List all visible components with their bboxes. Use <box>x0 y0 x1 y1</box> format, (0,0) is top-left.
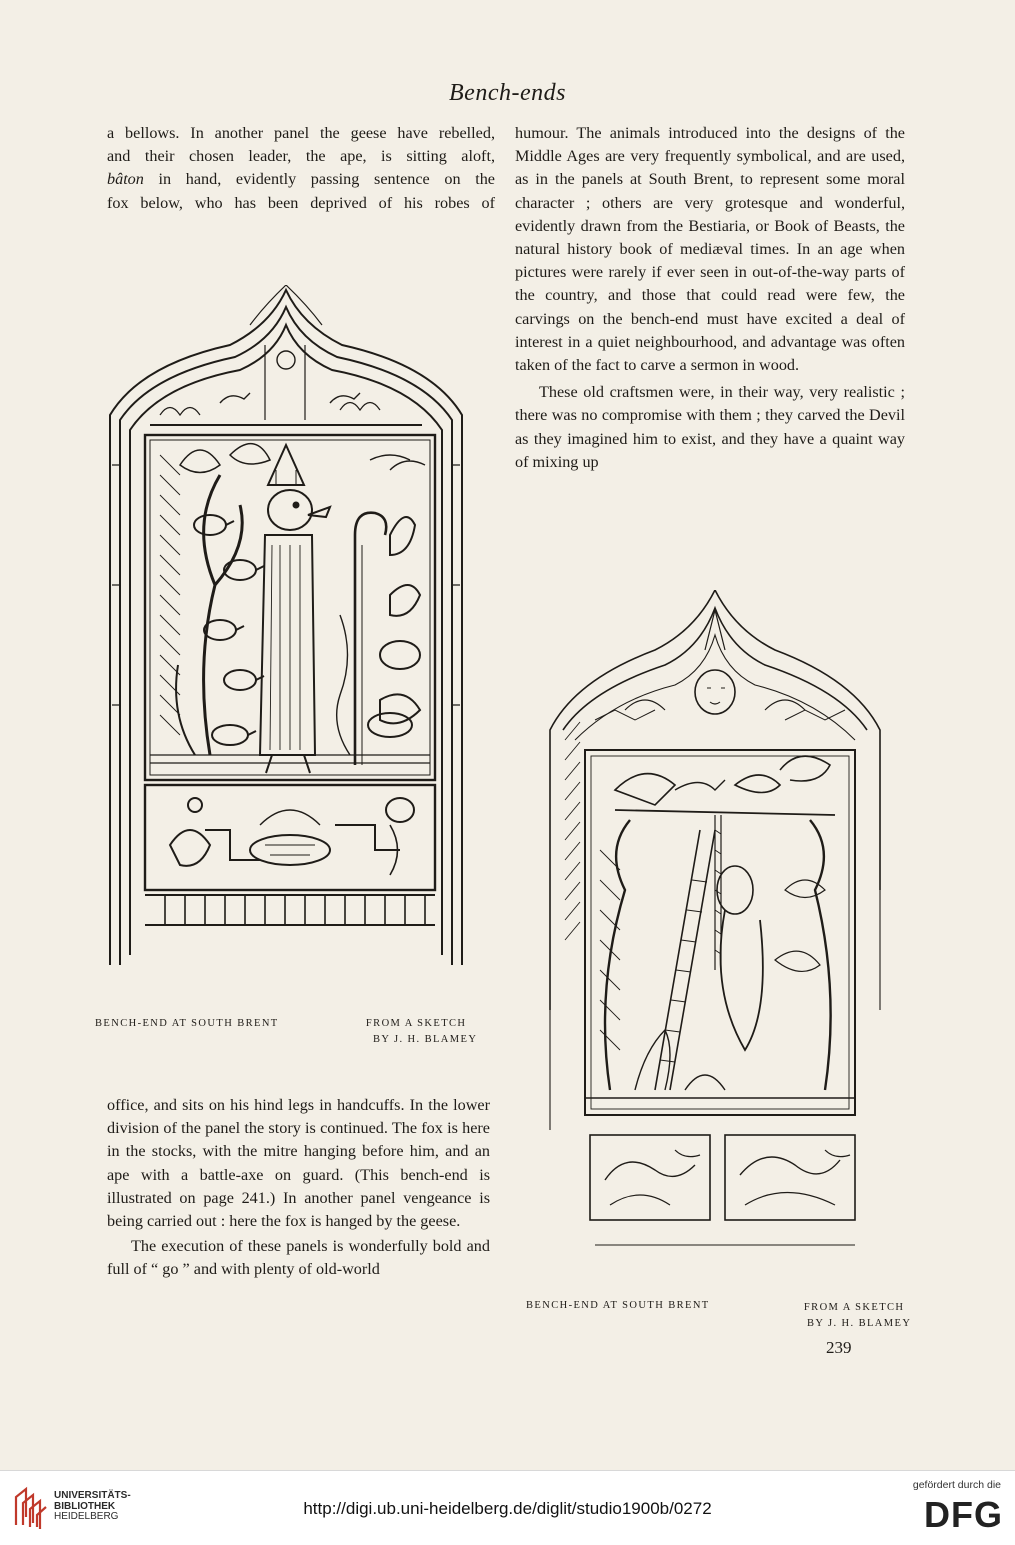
paragraph: The execution of these panels is wonderfully bold and full of “ go ” and with plenty of old-world <box>107 1237 490 1279</box>
caption-credit-line: FROM A SKETCH <box>365 1018 467 1029</box>
running-title: Bench-ends <box>449 80 566 106</box>
text-line: and their chosen leader, the ape, is sitting aloft, <box>107 147 495 166</box>
right-column-top-text <box>515 122 905 474</box>
text-line: fox below, who has been deprived of his robes of <box>107 193 495 212</box>
text-line <box>107 168 495 191</box>
dfg-logo: DFG <box>924 1494 1003 1535</box>
bench-end-illustration-right <box>535 590 910 1280</box>
caption-credit-line: FROM A SKETCH <box>803 1302 905 1313</box>
library-name-line: BIBLIOTHEK <box>54 1500 116 1512</box>
funding-label: gefördert durch die <box>912 1479 1001 1491</box>
page-number: 239 <box>826 1338 852 1357</box>
caption-left-title: BENCH-END AT SOUTH BRENT <box>95 1018 279 1029</box>
text-line: a bellows. In another panel the geese have rebelled, <box>107 124 495 142</box>
caption-left-credit <box>355 1016 477 1048</box>
caption-credit-line: BY J. H. BLAMEY <box>373 1034 478 1045</box>
library-name-line: HEIDELBERG <box>54 1511 119 1522</box>
left-column-bottom-text <box>107 1094 490 1282</box>
paragraph: office, and sits on his hind legs in handcuffs. In the lower division of the panel the story is continued. The fox is here in the stocks, with the mitre hanging before him, and an ape with a battle-axe on guard. (This bench-end is illustrated on page 241.) In another panel vengeance is being carried out : here the fox is hanged by the geese. <box>107 1096 490 1231</box>
bench-end-illustration-left <box>100 285 472 975</box>
footer-bar <box>0 1470 1015 1545</box>
italic-word: bâton <box>107 170 144 189</box>
digital-library-url-link[interactable]: http://digi.ub.uni-heidelberg.de/diglit/studio1900b/0272 <box>303 1499 712 1518</box>
library-name-line: UNIVERSITÄTS- <box>54 1490 131 1501</box>
paragraph: These old craftsmen were, in their way, very realistic ; there was no compromise with them ; they carved the Devil as they imagined him to exist, and they have a quaint way of mixing up <box>515 383 905 471</box>
text-fragment: in hand, evidently passing sentence on the <box>143 170 495 189</box>
caption-credit-line: BY J. H. BLAMEY <box>807 1318 912 1329</box>
caption-right-title: BENCH-END AT SOUTH BRENT <box>526 1300 710 1311</box>
left-column-top-text <box>107 122 495 215</box>
caption-right-credit <box>797 1300 911 1332</box>
paragraph: humour. The animals introduced into the designs of the Middle Ages are very frequently symbolical, and are used, as in the panels at South Brent, to represent some moral character ; others are very grotesque and wonderful, evidently drawn from the Bestiaria, or Book of Beasts, the natural history book of mediæval times. In an age when pictures were rarely if ever seen in out-of-the-way parts of the country, and those that could read were few, the carvings on the bench-end must have excited a deal of interest in a quiet neighbourhood, and advantage was often taken of the fact to carve a sermon in wood. <box>515 124 905 375</box>
